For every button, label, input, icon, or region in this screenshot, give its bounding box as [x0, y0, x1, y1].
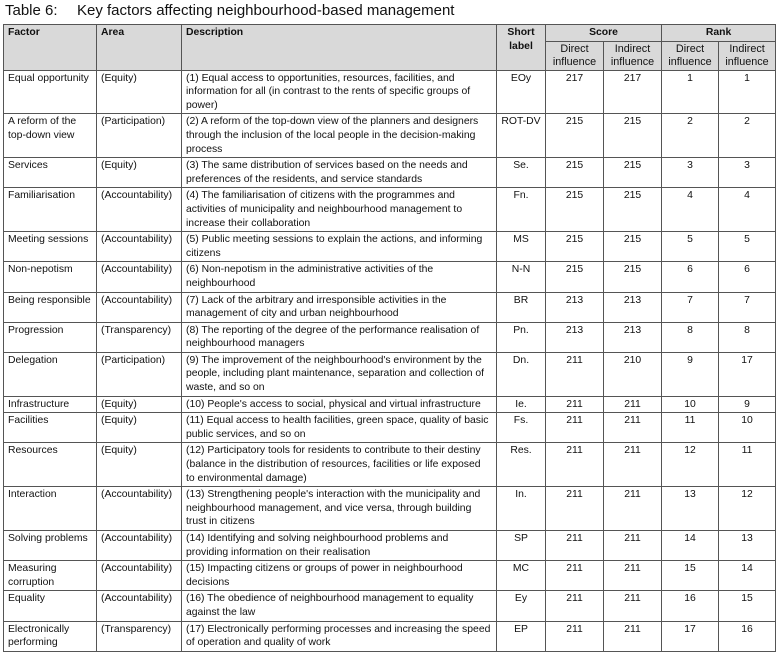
cell-description: (5) Public meeting sessions to explain the actions, and informing citizens [182, 232, 497, 262]
cell-score-indirect: 211 [604, 621, 662, 651]
cell-area: (Accountability) [97, 487, 182, 531]
cell-area: (Accountability) [97, 561, 182, 591]
cell-description: (7) Lack of the arbitrary and irresponsible activities in the management of city and urban neighbourhood [182, 292, 497, 322]
cell-score-indirect: 210 [604, 352, 662, 396]
cell-score-indirect: 211 [604, 561, 662, 591]
cell-rank-direct: 12 [662, 443, 719, 487]
cell-score-direct: 211 [546, 413, 604, 443]
cell-area: (Participation) [97, 352, 182, 396]
cell-score-direct: 213 [546, 322, 604, 352]
cell-factor: Resources [4, 443, 97, 487]
cell-score-direct: 211 [546, 487, 604, 531]
cell-factor: Services [4, 158, 97, 188]
cell-area: (Accountability) [97, 531, 182, 561]
cell-short-label: EP [497, 621, 546, 651]
cell-description: (14) Identifying and solving neighbourhood problems and providing information on their realisation [182, 531, 497, 561]
cell-rank-direct: 13 [662, 487, 719, 531]
header-description: Description [182, 25, 497, 71]
cell-factor: Solving problems [4, 531, 97, 561]
cell-factor: Progression [4, 322, 97, 352]
table-row [4, 352, 776, 396]
cell-score-direct: 211 [546, 561, 604, 591]
factors-table [3, 24, 776, 652]
header-rank-indirect: Indirect influence [719, 41, 776, 70]
table-row [4, 531, 776, 561]
cell-rank-indirect: 17 [719, 352, 776, 396]
cell-score-indirect: 217 [604, 70, 662, 114]
cell-rank-direct: 7 [662, 292, 719, 322]
table-row [4, 561, 776, 591]
header-short-label: Short label [497, 25, 546, 71]
cell-rank-direct: 9 [662, 352, 719, 396]
table-row [4, 322, 776, 352]
cell-description: (12) Participatory tools for residents to contribute to their destiny (balance in the distribution of resources, facilities or life exposed to environmental damage) [182, 443, 497, 487]
cell-factor: Non-nepotism [4, 262, 97, 292]
cell-score-direct: 215 [546, 114, 604, 158]
cell-rank-indirect: 10 [719, 413, 776, 443]
cell-rank-indirect: 9 [719, 396, 776, 413]
cell-rank-direct: 1 [662, 70, 719, 114]
cell-score-direct: 213 [546, 292, 604, 322]
table-title: Key factors affecting neighbourhood-based management [77, 2, 455, 19]
cell-factor: Delegation [4, 352, 97, 396]
cell-rank-indirect: 4 [719, 188, 776, 232]
cell-rank-indirect: 7 [719, 292, 776, 322]
cell-rank-indirect: 12 [719, 487, 776, 531]
cell-short-label: Se. [497, 158, 546, 188]
cell-score-indirect: 211 [604, 531, 662, 561]
cell-score-direct: 217 [546, 70, 604, 114]
cell-score-indirect: 213 [604, 322, 662, 352]
cell-score-indirect: 211 [604, 396, 662, 413]
cell-factor: Electronically performing [4, 621, 97, 651]
header-score-indirect: Indirect influence [604, 41, 662, 70]
header-factor: Factor [4, 25, 97, 71]
cell-factor: Meeting sessions [4, 232, 97, 262]
cell-short-label: SP [497, 531, 546, 561]
table-row [4, 232, 776, 262]
header-rank-direct: Direct influence [662, 41, 719, 70]
cell-factor: Facilities [4, 413, 97, 443]
cell-rank-direct: 2 [662, 114, 719, 158]
cell-rank-indirect: 14 [719, 561, 776, 591]
cell-rank-indirect: 16 [719, 621, 776, 651]
table-row [4, 158, 776, 188]
cell-description: (15) Impacting citizens or groups of power in neighbourhood decisions [182, 561, 497, 591]
cell-score-direct: 211 [546, 443, 604, 487]
cell-description: (11) Equal access to health facilities, green space, quality of basic public services, and so on [182, 413, 497, 443]
cell-score-direct: 215 [546, 262, 604, 292]
table-row [4, 292, 776, 322]
cell-short-label: Pn. [497, 322, 546, 352]
cell-description: (2) A reform of the top-down view of the planners and designers through the inclusion of the local people in the decision-making process [182, 114, 497, 158]
cell-short-label: MS [497, 232, 546, 262]
cell-rank-direct: 6 [662, 262, 719, 292]
header-rank: Rank [662, 25, 776, 42]
cell-rank-indirect: 3 [719, 158, 776, 188]
cell-description: (10) People's access to social, physical and virtual infrastructure [182, 396, 497, 413]
cell-rank-indirect: 6 [719, 262, 776, 292]
cell-rank-indirect: 13 [719, 531, 776, 561]
cell-area: (Equity) [97, 413, 182, 443]
cell-description: (1) Equal access to opportunities, resources, facilities, and information for all (in contrast to the rents of specific groups of power) [182, 70, 497, 114]
cell-rank-direct: 10 [662, 396, 719, 413]
cell-factor: Being responsible [4, 292, 97, 322]
cell-short-label: EOy [497, 70, 546, 114]
cell-area: (Accountability) [97, 262, 182, 292]
cell-score-indirect: 215 [604, 262, 662, 292]
table-row [4, 114, 776, 158]
cell-rank-direct: 3 [662, 158, 719, 188]
cell-score-direct: 211 [546, 621, 604, 651]
cell-rank-direct: 11 [662, 413, 719, 443]
cell-description: (8) The reporting of the degree of the performance realisation of neighbourhood managers [182, 322, 497, 352]
cell-description: (6) Non-nepotism in the administrative activities of the neighbourhood [182, 262, 497, 292]
table-row [4, 591, 776, 621]
cell-area: (Accountability) [97, 188, 182, 232]
cell-short-label: MC [497, 561, 546, 591]
cell-area: (Transparency) [97, 621, 182, 651]
header-score-direct: Direct influence [546, 41, 604, 70]
cell-score-direct: 215 [546, 158, 604, 188]
cell-area: (Equity) [97, 158, 182, 188]
cell-score-indirect: 215 [604, 232, 662, 262]
cell-description: (9) The improvement of the neighbourhood's environment by the people, including plant maintenance, separation and collection of waste, and so on [182, 352, 497, 396]
cell-score-direct: 211 [546, 591, 604, 621]
cell-rank-direct: 14 [662, 531, 719, 561]
cell-factor: Equal opportunity [4, 70, 97, 114]
cell-description: (17) Electronically performing processes and increasing the speed of operation and quality of work [182, 621, 497, 651]
header-score: Score [546, 25, 662, 42]
cell-short-label: Ie. [497, 396, 546, 413]
table-row [4, 396, 776, 413]
cell-score-direct: 211 [546, 531, 604, 561]
cell-score-direct: 211 [546, 352, 604, 396]
table-header [4, 25, 776, 71]
cell-factor: Familiarisation [4, 188, 97, 232]
cell-area: (Equity) [97, 396, 182, 413]
cell-score-indirect: 211 [604, 443, 662, 487]
cell-score-indirect: 215 [604, 188, 662, 232]
cell-rank-direct: 16 [662, 591, 719, 621]
table-row [4, 262, 776, 292]
table-caption [5, 2, 454, 20]
cell-short-label: Res. [497, 443, 546, 487]
cell-rank-indirect: 5 [719, 232, 776, 262]
cell-rank-indirect: 8 [719, 322, 776, 352]
cell-description: (13) Strengthening people's interaction with the municipality and neighbourhood management, and vice versa, through building trust in citizens [182, 487, 497, 531]
cell-rank-direct: 5 [662, 232, 719, 262]
cell-rank-indirect: 11 [719, 443, 776, 487]
cell-description: (3) The same distribution of services based on the needs and preferences of the residents, and service standards [182, 158, 497, 188]
cell-score-indirect: 211 [604, 591, 662, 621]
cell-score-direct: 211 [546, 396, 604, 413]
cell-short-label: In. [497, 487, 546, 531]
cell-rank-direct: 17 [662, 621, 719, 651]
cell-factor: A reform of the top-down view [4, 114, 97, 158]
cell-score-direct: 215 [546, 232, 604, 262]
table-row [4, 487, 776, 531]
header-area: Area [97, 25, 182, 71]
cell-factor: Interaction [4, 487, 97, 531]
table-row [4, 443, 776, 487]
cell-score-indirect: 215 [604, 158, 662, 188]
table-number: Table 6: [5, 2, 58, 19]
cell-description: (16) The obedience of neighbourhood management to equality against the law [182, 591, 497, 621]
cell-area: (Participation) [97, 114, 182, 158]
cell-area: (Equity) [97, 443, 182, 487]
cell-rank-direct: 15 [662, 561, 719, 591]
cell-rank-indirect: 1 [719, 70, 776, 114]
table-row [4, 188, 776, 232]
cell-factor: Infrastructure [4, 396, 97, 413]
table-row [4, 413, 776, 443]
cell-short-label: N-N [497, 262, 546, 292]
cell-area: (Accountability) [97, 292, 182, 322]
cell-factor: Equality [4, 591, 97, 621]
cell-factor: Measuring corruption [4, 561, 97, 591]
cell-short-label: Dn. [497, 352, 546, 396]
cell-score-indirect: 211 [604, 487, 662, 531]
table-row [4, 621, 776, 651]
cell-short-label: Fn. [497, 188, 546, 232]
cell-short-label: Fs. [497, 413, 546, 443]
cell-short-label: ROT-DV [497, 114, 546, 158]
cell-short-label: Ey [497, 591, 546, 621]
cell-area: (Equity) [97, 70, 182, 114]
cell-rank-indirect: 2 [719, 114, 776, 158]
cell-score-indirect: 215 [604, 114, 662, 158]
cell-score-indirect: 213 [604, 292, 662, 322]
cell-rank-direct: 4 [662, 188, 719, 232]
cell-area: (Accountability) [97, 232, 182, 262]
cell-short-label: BR [497, 292, 546, 322]
cell-score-direct: 215 [546, 188, 604, 232]
table-body [4, 70, 776, 651]
cell-area: (Transparency) [97, 322, 182, 352]
cell-rank-direct: 8 [662, 322, 719, 352]
cell-description: (4) The familiarisation of citizens with the programmes and activities of municipality and neighbourhood management to increase their collaboration [182, 188, 497, 232]
table-row [4, 70, 776, 114]
cell-score-indirect: 211 [604, 413, 662, 443]
cell-rank-indirect: 15 [719, 591, 776, 621]
cell-area: (Accountability) [97, 591, 182, 621]
